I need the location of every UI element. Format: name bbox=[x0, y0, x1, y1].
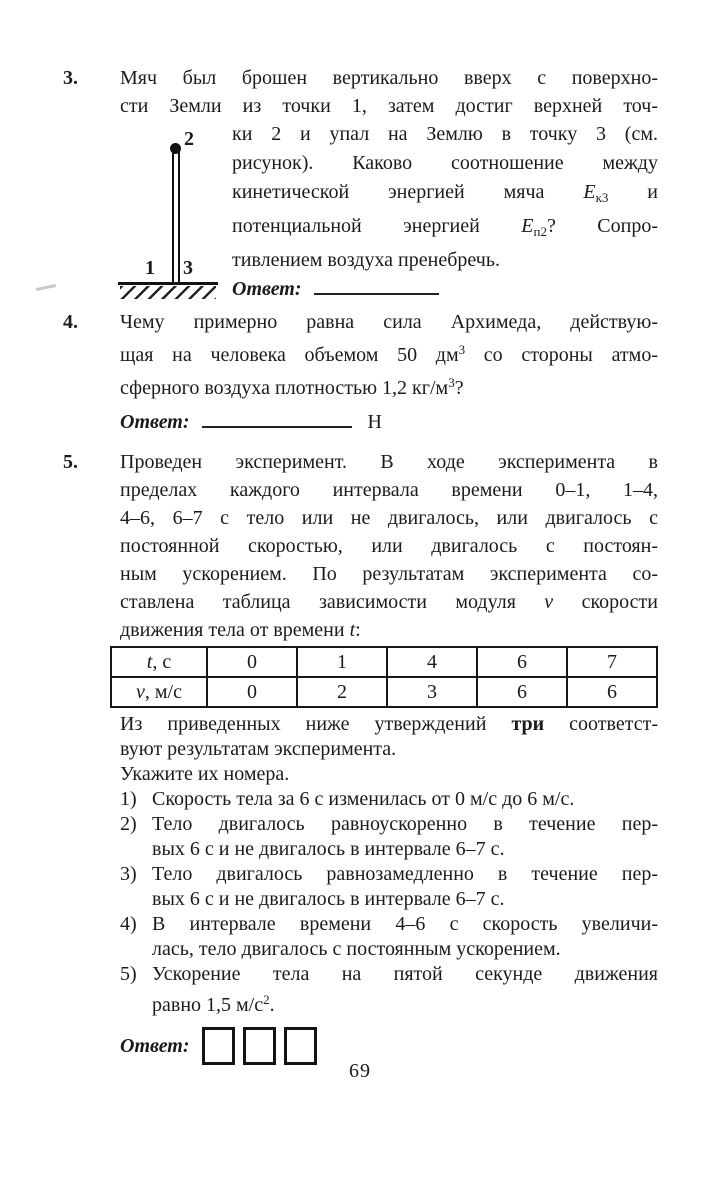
speed-time-table bbox=[110, 646, 658, 708]
text-segment: и bbox=[608, 181, 659, 203]
superscript: 3 bbox=[458, 342, 466, 357]
text-segment: . bbox=[269, 994, 275, 1016]
text-segment: ставлена таблица зависимости модуля bbox=[120, 591, 545, 613]
answer-blank[interactable] bbox=[314, 278, 439, 295]
text-line: В интервале времени 4–6 с скорость увеличи- bbox=[152, 913, 658, 935]
superscript: 3 bbox=[448, 375, 455, 390]
text-segment: щая на человека объемом 50 дм bbox=[120, 344, 459, 366]
table-cell: 4 bbox=[387, 647, 477, 677]
answer-unit: Н bbox=[367, 411, 382, 433]
statement-item-3 bbox=[120, 862, 658, 912]
problem-3-text-column bbox=[232, 120, 658, 304]
text-segment: кинетической энергией мяча bbox=[232, 181, 584, 203]
figure-label-bottom-left: 1 bbox=[145, 257, 155, 279]
figure-label-top: 2 bbox=[184, 128, 194, 150]
energy-symbol: E bbox=[583, 181, 596, 203]
answer-line bbox=[232, 275, 658, 304]
scan-artifact-mark bbox=[36, 284, 56, 291]
unit-label: , с bbox=[152, 651, 172, 673]
text-line: Тело двигалось равноускоренно в течение пер- bbox=[152, 813, 658, 835]
item-number: 3) bbox=[120, 863, 137, 885]
answer-line bbox=[120, 408, 658, 436]
text-line: вуют результатам эксперимента. bbox=[120, 738, 397, 760]
energy-subscript: к3 bbox=[595, 190, 609, 205]
text-segment: скорости bbox=[553, 591, 658, 613]
text-line bbox=[232, 178, 658, 212]
text-segment: ? bbox=[454, 377, 464, 399]
text-line: рисунок). Каково соотношение между bbox=[232, 152, 658, 174]
text-line: вых 6 с и не двигалось в интервале 6–7 с. bbox=[152, 888, 505, 910]
statement-item-4 bbox=[120, 912, 658, 962]
text-line: тивлением воздуха пренебречь. bbox=[232, 249, 500, 271]
table-cell: 3 bbox=[387, 677, 477, 707]
text-segment: Из приведенных ниже утверждений bbox=[120, 713, 512, 735]
table-cell: 1 bbox=[297, 647, 387, 677]
table-cell: 6 bbox=[567, 677, 657, 707]
answer-label: Ответ: bbox=[120, 1034, 190, 1057]
text-line: Скорость тела за 6 с изменилась от 0 м/с до 6 м/с. bbox=[152, 788, 575, 810]
page-number: 69 bbox=[349, 1060, 371, 1082]
text-line: вых 6 с и не двигалось в интервале 6–7 с. bbox=[152, 838, 505, 860]
table-cell: 6 bbox=[477, 677, 567, 707]
table-cell: 0 bbox=[207, 677, 297, 707]
table-header-speed bbox=[111, 677, 207, 707]
text-line: пределах каждого интервала времени 0–1, 1–4, bbox=[120, 479, 658, 501]
text-line: Ускорение тела на пятой секунде движения bbox=[152, 963, 658, 985]
superscript: 2 bbox=[263, 992, 270, 1007]
statement-item-2 bbox=[120, 812, 658, 862]
text-segment: со стороны атмо- bbox=[465, 344, 658, 366]
text-segment: ? Сопро- bbox=[546, 215, 658, 237]
table-cell: 7 bbox=[567, 647, 657, 677]
table-cell: 0 bbox=[207, 647, 297, 677]
statement-item-5 bbox=[120, 962, 658, 1018]
problem-3-figure-row bbox=[120, 120, 658, 306]
text-line: постоянной скоростью, или двигалось с постоян- bbox=[120, 535, 658, 557]
text-segment: потенциальной энергией bbox=[232, 215, 522, 237]
item-number: 4) bbox=[120, 913, 137, 935]
trajectory-line bbox=[172, 150, 180, 284]
text-line bbox=[120, 712, 658, 737]
text-segment: сферного воздуха плотностью 1,2 кг/м bbox=[120, 377, 449, 399]
text-line bbox=[120, 369, 658, 402]
page-content bbox=[63, 64, 658, 1068]
text-segment: движения тела от времени bbox=[120, 619, 350, 641]
text-line bbox=[120, 336, 658, 369]
answer-label: Ответ: bbox=[232, 278, 302, 300]
table-header-time bbox=[111, 647, 207, 677]
problem-5 bbox=[63, 448, 658, 1068]
text-line bbox=[120, 588, 658, 616]
text-line bbox=[120, 616, 658, 644]
text-line: Укажите их номера. bbox=[120, 763, 290, 785]
item-number: 5) bbox=[120, 963, 137, 985]
energy-subscript: п2 bbox=[533, 224, 547, 239]
text-line: Тело двигалось равнозамедленно в течение пер- bbox=[152, 863, 658, 885]
answer-blank[interactable] bbox=[202, 411, 352, 428]
text-line: 4–6, 6–7 с тело или не двигалось, или двигалось с bbox=[120, 507, 658, 529]
table-cell: 6 bbox=[477, 647, 567, 677]
text-segment: соответст- bbox=[544, 713, 658, 735]
ground-hatching bbox=[120, 286, 216, 299]
text-line: Чему примерно равна сила Архимеда, действую- bbox=[120, 311, 658, 333]
text-segment: : bbox=[355, 619, 361, 641]
item-number: 1) bbox=[120, 788, 137, 810]
text-line: ным ускорением. По результатам эксперимента со- bbox=[120, 563, 658, 585]
ground-line bbox=[118, 282, 218, 285]
figure-label-bottom-right: 3 bbox=[183, 257, 193, 279]
item-number: 2) bbox=[120, 813, 137, 835]
table-row-time bbox=[111, 647, 657, 677]
text-line: Проведен эксперимент. В ходе эксперимента в bbox=[120, 451, 658, 473]
text-line: Мяч был брошен вертикально вверх с поверхно- bbox=[120, 67, 658, 89]
text-line bbox=[232, 212, 658, 246]
speed-symbol: v bbox=[136, 681, 145, 703]
text-line: сти Земли из точки 1, затем достиг верхней точ- bbox=[120, 95, 658, 117]
text-line bbox=[152, 987, 658, 1018]
speed-symbol: v bbox=[544, 591, 554, 613]
text-segment: равно 1,5 м/с bbox=[152, 994, 264, 1016]
time-symbol: t bbox=[146, 651, 153, 673]
problem-4-number: 4. bbox=[63, 311, 78, 333]
text-line: ки 2 и упал на Землю в точку 3 (см. bbox=[232, 123, 658, 145]
problem-3 bbox=[63, 64, 658, 306]
table-cell: 2 bbox=[297, 677, 387, 707]
table-row-speed bbox=[111, 677, 657, 707]
energy-symbol: E bbox=[521, 215, 534, 237]
problem-3-number: 3. bbox=[63, 67, 78, 89]
text-line: лась, тело двигалось с постоянным ускорением. bbox=[152, 938, 561, 960]
answer-label: Ответ: bbox=[120, 411, 190, 433]
problem-4 bbox=[63, 308, 658, 436]
trajectory-figure bbox=[120, 120, 232, 306]
time-symbol: t bbox=[349, 619, 356, 641]
emphasis-three: три bbox=[511, 713, 545, 735]
statement-item-1 bbox=[120, 787, 658, 812]
problem-5-number: 5. bbox=[63, 451, 78, 473]
problem-5-statements bbox=[120, 712, 658, 1068]
unit-label: , м/с bbox=[144, 681, 182, 703]
